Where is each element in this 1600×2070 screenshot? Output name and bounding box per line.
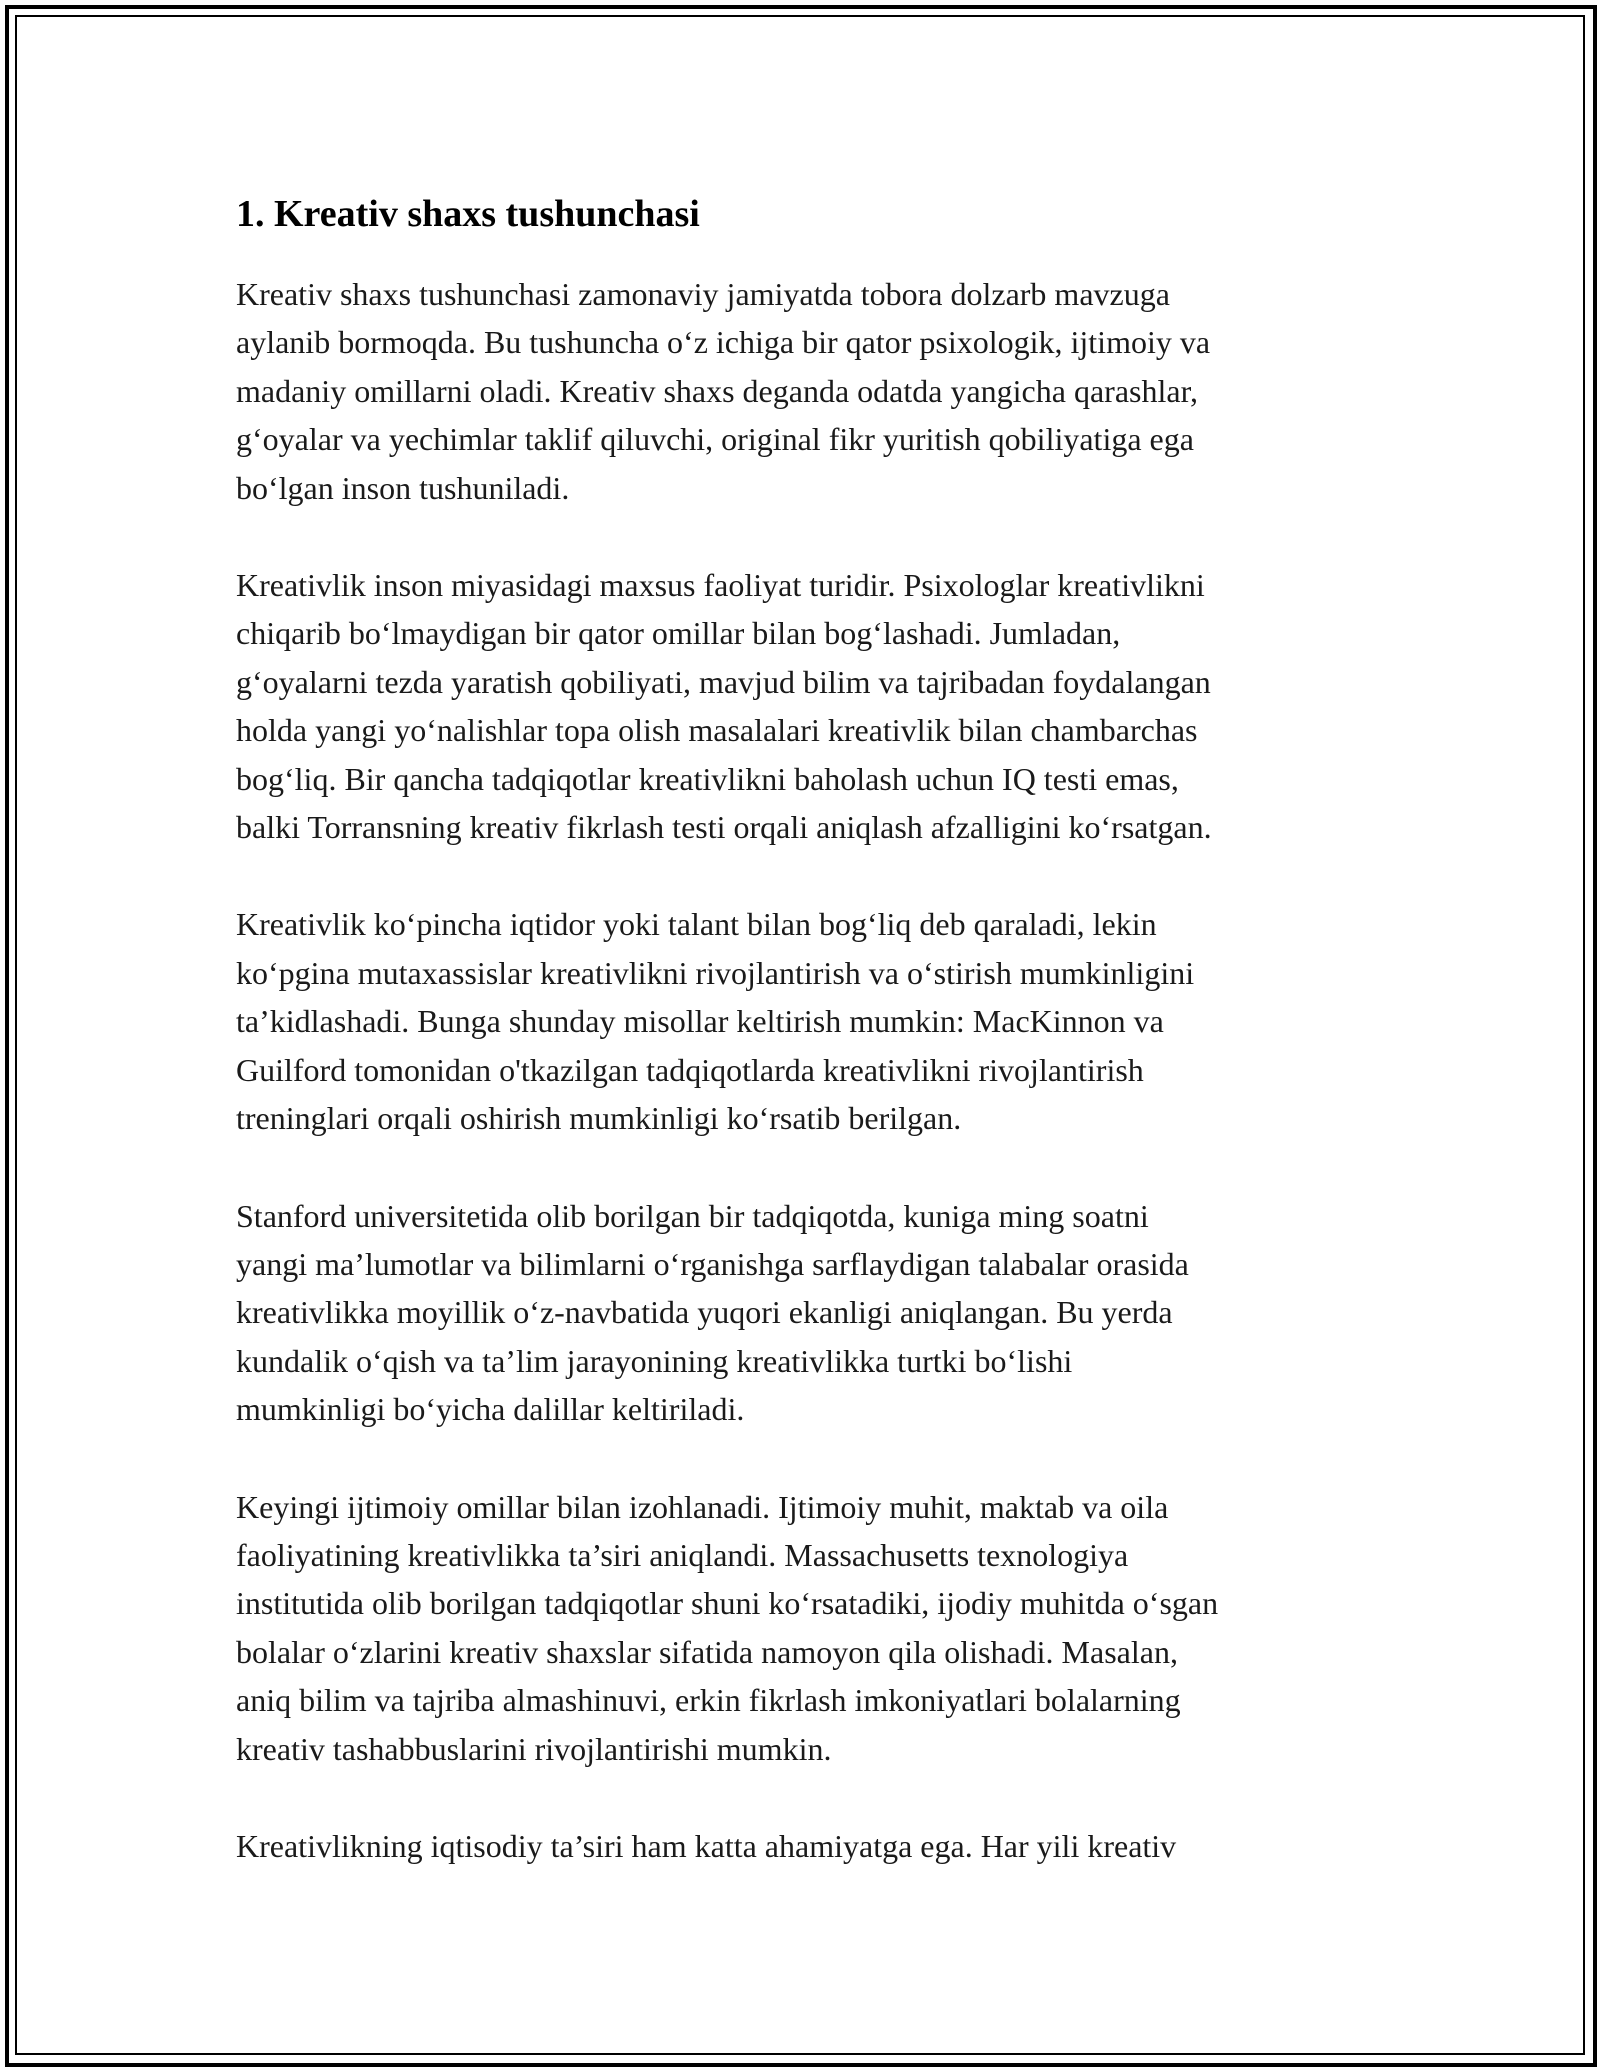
paragraph-line: mumkinligi bo‘yicha dalillar keltiriladi. — [236, 1391, 745, 1428]
paragraph-line: holda yangi yo‘nalishlar topa olish masalalari kreativlik bilan chambarchas — [236, 712, 1198, 749]
paragraph-line: bo‘lgan inson tushuniladi. — [236, 469, 570, 506]
paragraph-line: Kreativ shaxs tushunchasi zamonaviy jamiyatda tobora dolzarb mavzuga — [236, 276, 1170, 312]
document-body — [236, 188, 1376, 1919]
section-title: 1. Kreativ shaxs tushunchasi — [236, 193, 700, 235]
paragraph-line: kundalik o‘qish va ta’lim jarayonining kreativlikka turtki bo‘lishi — [236, 1342, 1073, 1379]
paragraph-line: Kreativlik ko‘pincha iqtidor yoki talant bilan bog‘liq deb qaraladi, lekin — [236, 906, 1157, 943]
paragraph-line: Stanford universitetida olib borilgan bir tadqiqotda, kuniga ming soatni — [236, 1197, 1149, 1234]
paragraph-line: ko‘pgina mutaxassislar kreativlikni rivojlantirish va o‘stirish mumkinligini — [236, 954, 1195, 991]
paragraph-line: aniq bilim va tajriba almashinuvi, erkin fikrlash imkoniyatlari bolalarning — [236, 1682, 1181, 1719]
paragraph-5 — [236, 1483, 1376, 1773]
paragraph-line: yangi ma’lumotlar va bilimlarni o‘rganishga sarflaydigan talabalar orasida — [236, 1245, 1189, 1282]
paragraph-line: Guilford tomonidan o'tkazilgan tadqiqotlarda kreativlikni rivojlantirish — [236, 1051, 1144, 1088]
paragraph-1 — [236, 270, 1376, 512]
paragraph-line: Kreativlik inson miyasidagi maxsus faoliyat turidir. Psixologlar kreativlikni — [236, 567, 1205, 604]
paragraph-line: balki Torransning kreativ fikrlash testi orqali aniqlash afzalligini ko‘rsatgan. — [236, 809, 1212, 846]
paragraph-line: bolalar o‘zlarini kreativ shaxslar sifatida namoyon qila olishadi. Masalan, — [236, 1633, 1178, 1670]
paragraph-line: madaniy omillarni oladi. Kreativ shaxs deganda odatda yangicha qarashlar, — [236, 372, 1198, 409]
paragraph-line: g‘oyalar va yechimlar taklif qiluvchi, original fikr yuritish qobiliyatiga ega — [236, 421, 1194, 458]
paragraph-line: Keyingi ijtimoiy omillar bilan izohlanadi. Ijtimoiy muhit, maktab va oila — [236, 1488, 1169, 1525]
paragraph-line: institutida olib borilgan tadqiqotlar shuni ko‘rsatadiki, ijodiy muhitda o‘sgan — [236, 1585, 1219, 1622]
paragraph-line: kreativ tashabbuslarini rivojlantirishi mumkin. — [236, 1730, 832, 1767]
paragraph-4 — [236, 1192, 1376, 1434]
paragraph-6 — [236, 1822, 1376, 1870]
paragraph-line: faoliyatining kreativlikka ta’siri aniqlandi. Massachusetts texnologiya — [236, 1536, 1129, 1573]
paragraph-line: kreativlikka moyillik o‘z-navbatida yuqori ekanligi aniqlangan. Bu yerda — [236, 1294, 1173, 1331]
paragraph-3 — [236, 900, 1376, 1142]
paragraph-line: bog‘liq. Bir qancha tadqiqotlar kreativlikni baholash uchun IQ testi emas, — [236, 760, 1179, 797]
paragraph-line: treninglari orqali oshirish mumkinligi ko‘rsatib berilgan. — [236, 1100, 962, 1137]
paragraph-line: chiqarib bo‘lmaydigan bir qator omillar bilan bog‘lashadi. Jumladan, — [236, 615, 1121, 652]
paragraph-line: aylanib bormoqda. Bu tushuncha o‘z ichiga bir qator psixologik, ijtimoiy va — [236, 324, 1211, 361]
paragraph-2 — [236, 561, 1376, 851]
paragraph-line: ta’kidlashadi. Bunga shunday misollar keltirish mumkin: MacKinnon va — [236, 1003, 1164, 1040]
paragraph-line: g‘oyalarni tezda yaratish qobiliyati, mavjud bilim va tajribadan foydalangan — [236, 663, 1211, 700]
paragraph-line: Kreativlikning iqtisodiy ta’siri ham katta ahamiyatga ega. Har yili kreativ — [236, 1827, 1177, 1864]
